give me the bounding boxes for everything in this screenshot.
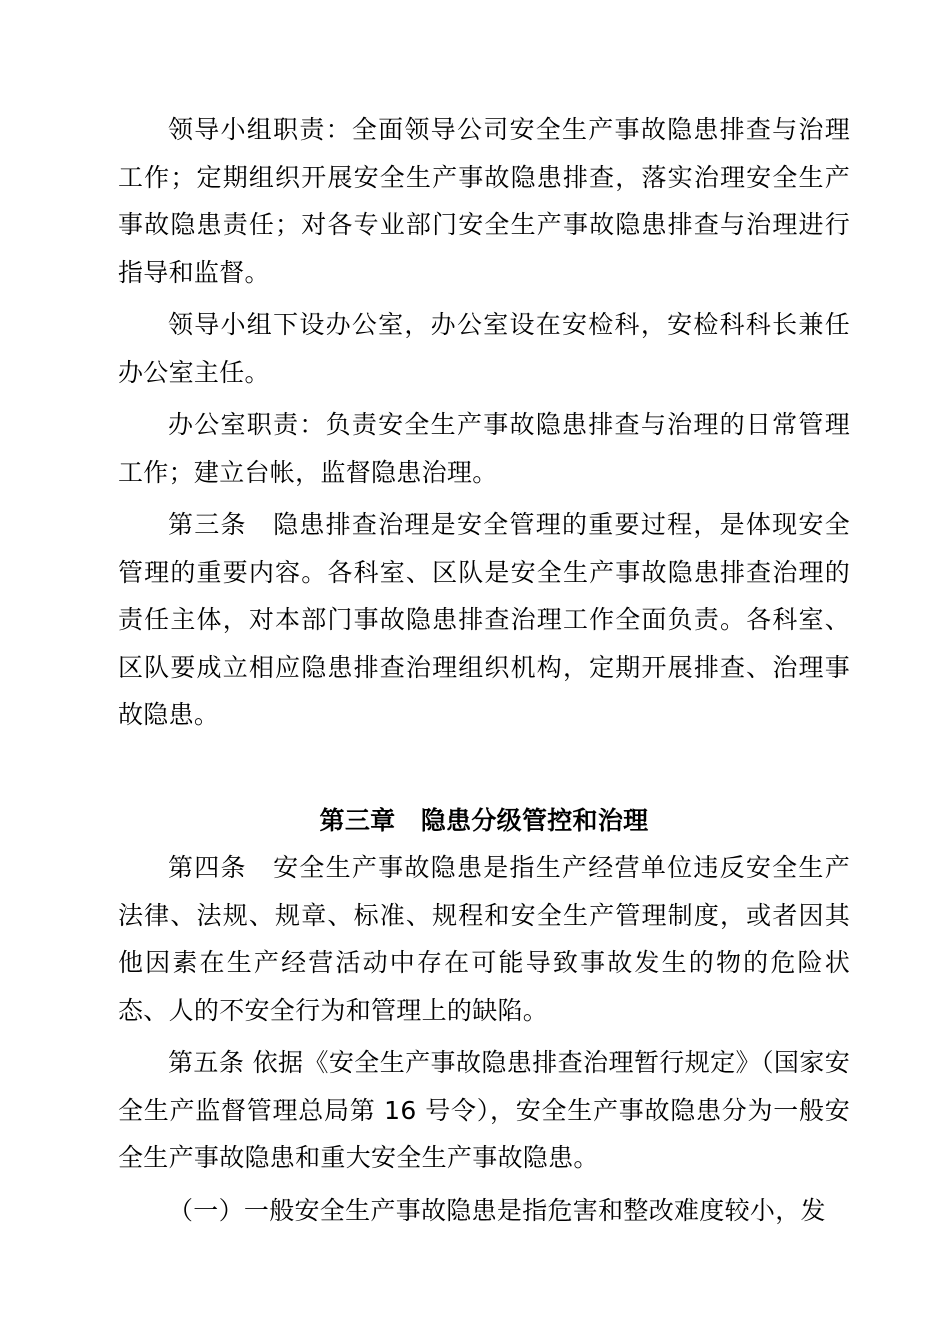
chapter-title: 第三章 隐患分级管控和治理 xyxy=(319,805,649,835)
paragraph-article-5: 第五条 依据《安全生产事故隐患排查治理暂行规定》（国家安全生产监督管理总局第 16 号令），安全生产事故隐患分为一般安全生产事故隐患和重大安全生产事故隐患。 xyxy=(118,1048,850,1172)
paragraph-leadership-duties: 领导小组职责：全面领导公司安全生产事故隐患排查与治理工作；定期组织开展安全生产事故隐患排查，落实治理安全生产事故隐患责任；对各专业部门安全生产事故隐患排查与治理进行指导和监督。 xyxy=(118,115,850,287)
paragraph-item-1: （一）一般安全生产事故隐患是指危害和整改难度较小，发 xyxy=(168,1195,826,1225)
paragraph-office-duties: 办公室职责：负责安全生产事故隐患排查与治理的日常管理工作；建立台帐，监督隐患治理。 xyxy=(118,410,850,487)
paragraph-article-3: 第三条 隐患排查治理是安全管理的重要过程，是体现安全管理的重要内容。各科室、区队是安全生产事故隐患排查治理的责任主体，对本部门事故隐患排查治理工作全面负责。各科室、区队要成立相应隐患排查治理组织机构，定期开展排查、治理事故隐患。 xyxy=(118,510,850,729)
paragraph-article-4: 第四条 安全生产事故隐患是指生产经营单位违反安全生产法律、法规、规章、标准、规程和安全生产管理制度，或者因其他因素在生产经营活动中存在可能导致事故发生的物的危险状态、人的不安全行为和管理上的缺陷。 xyxy=(118,853,850,1025)
paragraph-office-setup: 领导小组下设办公室，办公室设在安检科，安检科科长兼任办公室主任。 xyxy=(118,310,850,387)
document-page xyxy=(118,106,850,1239)
